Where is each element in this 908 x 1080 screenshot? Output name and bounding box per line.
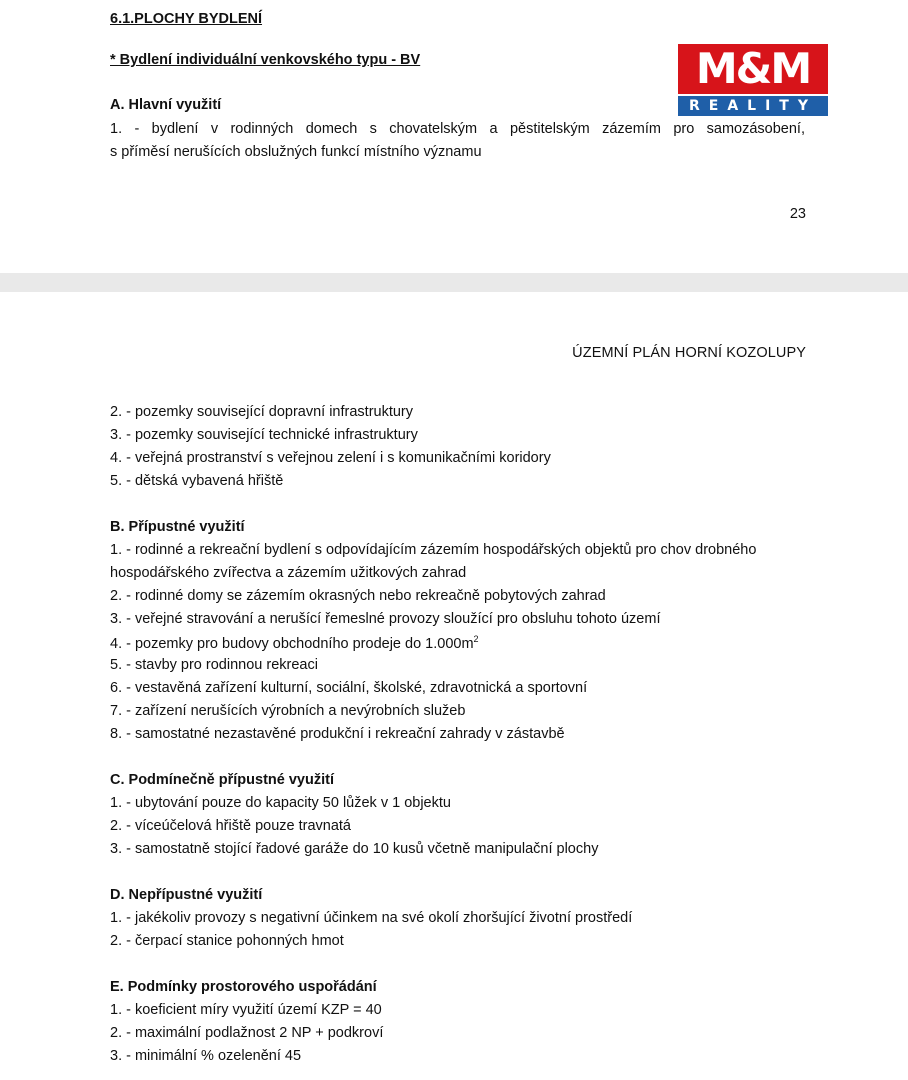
heading-spatial-conditions: E. Podmínky prostorového uspořádání [110, 979, 377, 995]
list-item: 3. - veřejné stravování a nerušící řemeslné provozy sloužící pro obsluhu tohoto území [110, 611, 661, 627]
list-item: 1. - rodinné a rekreační bydlení s odpovídajícím zázemím hospodářských objektů pro chov drobného [110, 542, 757, 558]
section-title: 6.1.PLOCHY BYDLENÍ [110, 11, 263, 27]
list-item: 2. - pozemky související dopravní infrastruktury [110, 404, 414, 420]
logo-mark: M&M [678, 44, 828, 94]
list-item: 1. - ubytování pouze do kapacity 50 lůžek v 1 objektu [110, 795, 451, 811]
main-use-item-1-line-1: 1. - bydlení v rodinných domech s chovatelským a pěstitelským zázemím pro samozásobení, [110, 121, 805, 137]
list-item: 4. - veřejná prostranství s veřejnou zelení i s komunikačními koridory [110, 450, 551, 466]
list-item [110, 634, 479, 652]
logo-wordmark: REALITY [678, 96, 828, 116]
subsection-title: * Bydlení individuální venkovského typu - BV [110, 52, 421, 68]
heading-prohibited-use: D. Nepřípustné využití [110, 887, 263, 903]
mm-reality-logo [678, 44, 828, 116]
list-item: 2. - rodinné domy se zázemím okrasných nebo rekreačně pobytových zahrad [110, 588, 606, 604]
list-item: 5. - stavby pro rodinnou rekreaci [110, 657, 318, 673]
list-item: 3. - minimální % ozelenění 45 [110, 1048, 302, 1064]
list-item: 3. - pozemky související technické infrastruktury [110, 427, 418, 443]
list-item: 1. - koeficient míry využití území KZP = 40 [110, 1002, 382, 1018]
heading-permitted-use: B. Přípustné využití [110, 519, 245, 535]
list-item: 8. - samostatné nezastavěné produkční i rekreační zahrady v zástavbě [110, 726, 565, 742]
list-item: 3. - samostatně stojící řadové garáže do 10 kusů včetně manipulační plochy [110, 841, 599, 857]
list-item-text: 4. - pozemky pro budovy obchodního prodeje do 1.000m [110, 635, 474, 652]
list-item: 1. - jakékoliv provozy s negativní účinkem na své okolí zhoršující životní prostředí [110, 910, 633, 926]
list-item: 6. - vestavěná zařízení kulturní, sociální, školské, zdravotnická a sportovní [110, 680, 588, 696]
main-use-item-1-line-2: s příměsí nerušících obslužných funkcí místního významu [110, 144, 482, 160]
list-item: 7. - zařízení nerušících výrobních a nevýrobních služeb [110, 703, 466, 719]
document-page-bottom [0, 292, 908, 1080]
list-item: 2. - víceúčelová hřiště pouze travnatá [110, 818, 351, 834]
list-item: 2. - maximální podlažnost 2 NP + podkroví [110, 1025, 384, 1041]
heading-main-use: A. Hlavní využití [110, 97, 222, 113]
page-number: 23 [789, 206, 806, 222]
superscript: 2 [473, 634, 479, 644]
heading-conditional-use: C. Podmínečně přípustné využití [110, 772, 334, 788]
list-item: 5. - dětská vybavená hřiště [110, 473, 284, 489]
list-item-continuation: hospodářského zvířectva a zázemím užitkových zahrad [110, 565, 467, 581]
document-page-top [0, 0, 908, 273]
list-item: 2. - čerpací stanice pohonných hmot [110, 933, 344, 949]
document-title: ÚZEMNÍ PLÁN HORNÍ KOZOLUPY [572, 345, 806, 361]
